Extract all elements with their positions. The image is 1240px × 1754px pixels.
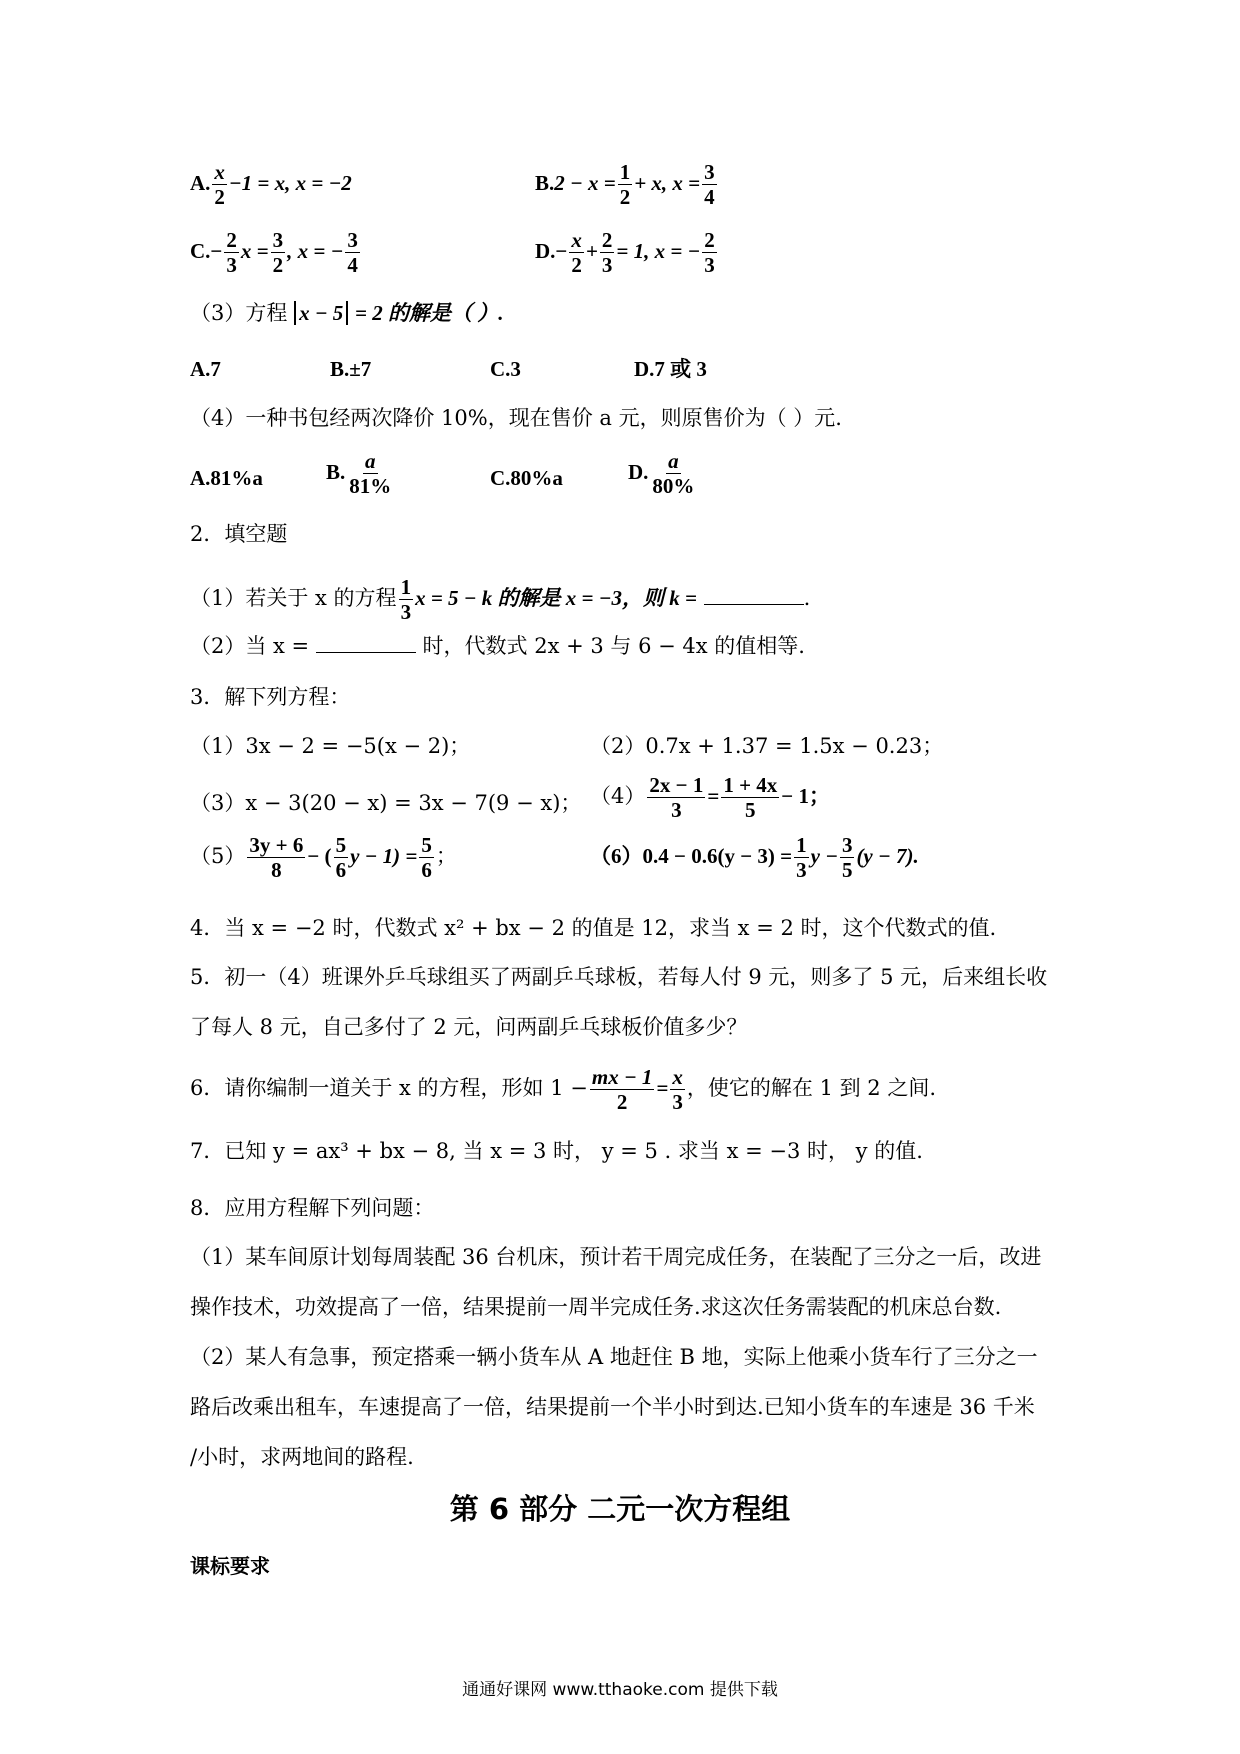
fraction: $\frac{x}{2}$	[214, 160, 225, 209]
option-a-expression: −1 = x, x = −2	[228, 171, 352, 195]
section-2-title: 2．填空题	[190, 522, 288, 546]
fraction: $\frac{2x - 1}{3}$	[649, 773, 704, 822]
part-title: 第 6 部分 二元一次方程组	[449, 1492, 791, 1526]
question-8-title: 8．应用方程解下列问题：	[190, 1196, 435, 1220]
option-a-row	[190, 160, 352, 209]
question-4-main: 4．当 x = −2 时，代数式 x² + bx − 2 的值是 12，求当 x = 2 时，这个代数式的值.	[190, 916, 997, 940]
option-c-expression-tail: , x = −	[287, 239, 344, 263]
fill-blank-1-tail: x = 5 − k 的解是 x = −3，则 k =	[415, 586, 697, 610]
fraction: $\frac{x}{2}$	[571, 228, 582, 277]
equation-3: （3）x − 3(20 − x) = 3x − 7(9 − x)；	[190, 791, 582, 815]
fraction: $\frac{x}{3}$	[672, 1065, 683, 1114]
fraction: $\frac{5}{6}$	[335, 833, 347, 882]
question-4: （4）一种书包经两次降价 10%，现在售价 a 元，则原售价为（ ）元.	[190, 406, 842, 430]
option-c-label: C.	[190, 239, 211, 263]
q3-option-b: B.±7	[330, 357, 372, 381]
question-8-part-2-line-3: /小时，求两地间的路程.	[190, 1445, 414, 1469]
question-3-tail: = 2 的解是（ ）.	[354, 301, 504, 325]
footer-credit: 通通好课网 www.tthaoke.com 提供下载	[462, 1680, 778, 1700]
q4-option-a: A.81%a	[190, 466, 263, 490]
option-d-plus: +	[585, 239, 598, 263]
question-8-part-1-line-1: （1）某车间原计划每周装配 36 台机床，预计若干周完成任务，在装配了三分之一后，改进	[190, 1245, 1042, 1269]
fraction: $\frac{3}{4}$	[347, 228, 358, 277]
fraction: $\frac{2}{3}$	[226, 228, 237, 277]
fill-blank-2-tail: 时，代数式 2x + 3 与 6 − 4x 的值相等.	[422, 634, 805, 658]
fraction: $\frac{1}{2}$	[619, 160, 631, 209]
option-d-expression: = 1, x = −	[616, 239, 701, 263]
fraction: $\frac{3y + 6}{8}$	[249, 833, 304, 882]
equation-2: （2）0.7x + 1.37 = 1.5x − 0.23；	[590, 734, 944, 758]
q3-option-c: C.3	[490, 357, 521, 381]
section-3-title: 3．解下列方程：	[190, 685, 351, 709]
fill-blank-1-head: （1）若关于 x 的方程	[190, 586, 397, 610]
question-6-tail: ，使它的解在 1 到 2 之间.	[686, 1076, 937, 1100]
fraction: $\frac{2}{3}$	[704, 228, 715, 277]
option-d-row: D.− $\frac{x}{2}$ + $\frac{2}{3}$ = 1, x = − $\frac{2}{3}$	[535, 228, 715, 277]
question-5-line-2: 了每人 8 元，自己多付了 2 元，问两副乒乓球板价值多少？	[190, 1015, 748, 1039]
fraction: $\frac{5}{6}$	[421, 833, 432, 882]
q3-option-d: D.7 或 3	[634, 357, 707, 381]
option-b-label: B.	[535, 171, 555, 195]
question-6: 6．请你编制一道关于 x 的方程，形如 1 − $\frac{mx - 1}{2}$ = $\frac{x}{3}$ ，使它的解在 1 到 2 之间.	[190, 1065, 937, 1114]
question-8-part-1-line-2: 操作技术，功效提高了一倍，结果提前一周半完成任务.求这次任务需装配的机床总台数.	[190, 1295, 1002, 1319]
equation-6: （6）0.4 − 0.6(y − 3) = $\frac{1}{3}$ y − $\frac{3}{5}$ (y − 7).	[590, 833, 919, 882]
fraction: $\frac{3}{2}$	[272, 228, 284, 277]
equation-5: （5） $\frac{3y + 6}{8}$ − ( $\frac{5}{6}$ y − 1) = $\frac{5}{6}$ ；	[190, 833, 457, 882]
question-3-label: （3）方程	[190, 301, 288, 325]
fraction: $\frac{3}{4}$	[704, 160, 715, 209]
option-b-expression: 2 − x =	[554, 171, 616, 195]
fraction: $\frac{mx - 1}{2}$	[591, 1065, 653, 1114]
fraction: $\frac{1}{3}$	[400, 575, 412, 624]
question-8-part-2-line-1: （2）某人有急事，预定搭乘一辆小货车从 A 地赶住 B 地，实际上他乘小货车行了三分之一	[190, 1345, 1038, 1369]
question-7: 7．已知 y = ax³ + bx − 8, 当 x = 3 时， y = 5 . 求当 x = −3 时， y 的值.	[190, 1139, 923, 1163]
option-b-row	[535, 160, 719, 209]
fill-blank-2-head: （2）当 x =	[190, 634, 310, 658]
q4-option-b-label: B.	[326, 460, 346, 484]
q4-option-b	[326, 449, 395, 498]
fill-blank-1: （1）若关于 x 的方程 $\frac{1}{3}$ x = 5 − k 的解是 x = −3，则 k = .	[190, 575, 811, 624]
question-6-head: 6．请你编制一道关于 x 的方程，形如 1 −	[190, 1076, 588, 1100]
question-5-line-1: 5．初一（4）班课外乒乓球组买了两副乒乓球板，若每人付 9 元，则多了 5 元，后来组长收	[190, 965, 1048, 989]
q4-option-c: C.80%a	[490, 466, 563, 490]
q3-option-a: A.7	[190, 357, 221, 381]
question-8-part-2-line-2: 路后改乘出租车，车速提高了一倍，结果提前一个半小时到达.已知小货车的车速是 36 千米	[190, 1395, 1035, 1419]
option-a-label: A.	[190, 171, 211, 195]
q4-option-d-label: D.	[628, 460, 649, 484]
fraction: $\frac{1 + 4x}{5}$	[723, 773, 778, 822]
option-d-label: D.	[535, 239, 556, 263]
absolute-value-expression: x − 5	[294, 301, 348, 325]
question-3	[190, 298, 503, 328]
fraction: $\frac{1}{3}$	[796, 833, 807, 882]
option-b-expression-tail: + x, x =	[634, 171, 701, 195]
fraction: $\frac{a}{81\%}$	[349, 449, 392, 498]
fraction: $\frac{3}{5}$	[841, 833, 853, 882]
answer-blank[interactable]	[316, 632, 416, 653]
option-c-row: C.− $\frac{2}{3}$ x = $\frac{3}{2}$ , x = − $\frac{3}{4}$	[190, 228, 358, 277]
fraction: $\frac{a}{80\%}$	[652, 449, 695, 498]
fill-blank-2	[190, 631, 805, 661]
equation-4: （4） $\frac{2x - 1}{3}$ = $\frac{1 + 4x}{5}$ − 1；	[590, 773, 830, 822]
section-subtitle: 课标要求	[190, 1554, 270, 1578]
fraction: $\frac{2}{3}$	[601, 228, 613, 277]
answer-blank[interactable]	[704, 584, 804, 605]
option-c-expression: x =	[240, 239, 269, 263]
equation-1: （1）3x − 2 = −5(x − 2)；	[190, 734, 471, 758]
q4-option-d	[628, 449, 698, 498]
